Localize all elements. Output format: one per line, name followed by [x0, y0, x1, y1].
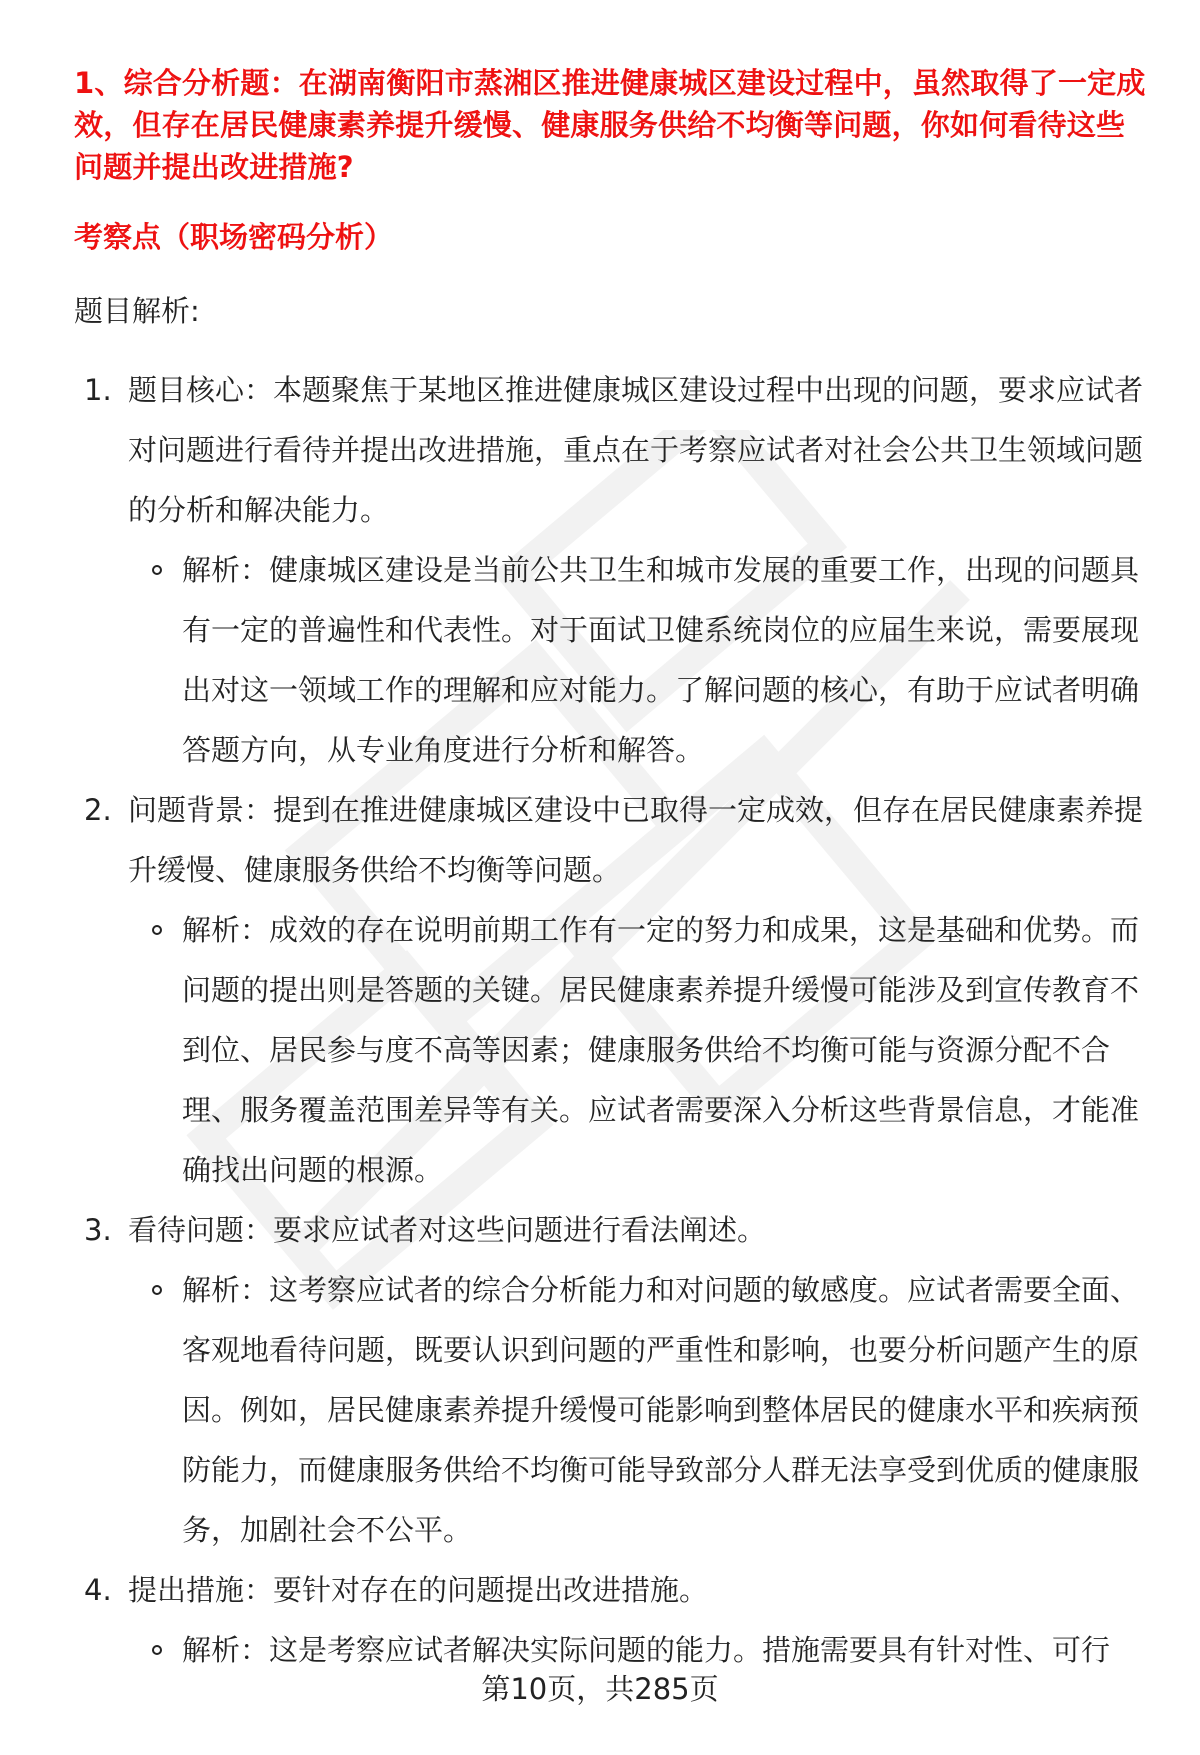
list-item-text: 问题背景：提到在推进健康城区建设中已取得一定成效，但存在居民健康素养提升缓慢、健康服务供给不均衡等问题。 [128, 793, 1144, 887]
list-item-number: 1. [84, 373, 112, 407]
list-item-text: 题目核心：本题聚焦于某地区推进健康城区建设过程中出现的问题，要求应试者对问题进行看待并提出改进措施，重点在于考察应试者对社会公共卫生领域问题的分析和解决能力。 [128, 373, 1144, 527]
analysis-label: 题目解析: [74, 294, 200, 328]
analysis-list [74, 360, 1154, 1680]
list-item-text: 提出措施：要针对存在的问题提出改进措施。 [128, 1573, 709, 1607]
circle-bullet-icon [152, 565, 162, 575]
document-content [74, 62, 1154, 1680]
circle-bullet-icon [152, 1645, 162, 1655]
sub-item [74, 1260, 1154, 1560]
question-heading: 1、综合分析题：在湖南衡阳市蒸湘区推进健康城区建设过程中，虽然取得了一定成效，但存在居民健康素养提升缓慢、健康服务供给不均衡等问题，你如何看待这些问题并提出改进措施? [74, 66, 1146, 184]
sub-item-text: 解析：这考察应试者的综合分析能力和对问题的敏感度。应试者需要全面、客观地看待问题，既要认识到问题的严重性和影响，也要分析问题产生的原因。例如，居民健康素养提升缓慢可能影响到整体居民的健康水平和疾病预防能力，而健康服务供给不均衡可能导致部分人群无法享受到优质的健康服务，加剧社会不公平。 [182, 1273, 1140, 1547]
list-item-number: 4. [84, 1573, 112, 1607]
sub-item-text: 解析：成效的存在说明前期工作有一定的努力和成果，这是基础和优势。而问题的提出则是答题的关键。居民健康素养提升缓慢可能涉及到宣传教育不到位、居民参与度不高等因素；健康服务供给不均衡可能与资源分配不合理、服务覆盖范围差异等有关。应试者需要深入分析这些背景信息，才能准确找出问题的根源。 [182, 913, 1140, 1187]
sub-item [74, 540, 1154, 780]
sub-item [74, 900, 1154, 1200]
list-item [74, 780, 1154, 900]
sub-item-text: 解析：这是考察应试者解决实际问题的能力。措施需要具有针对性、可行 [182, 1633, 1111, 1667]
list-item-number: 2. [84, 793, 112, 827]
section-title: 考察点（职场密码分析） [74, 220, 394, 254]
list-item-text: 看待问题：要求应试者对这些问题进行看法阐述。 [128, 1213, 767, 1247]
list-item [74, 1200, 1154, 1260]
list-item-number: 3. [84, 1213, 112, 1247]
list-item [74, 360, 1154, 540]
circle-bullet-icon [152, 1285, 162, 1295]
list-item [74, 1560, 1154, 1620]
page-number-footer: 第10页，共285页 [481, 1672, 719, 1706]
sub-item-text: 解析：健康城区建设是当前公共卫生和城市发展的重要工作，出现的问题具有一定的普遍性和代表性。对于面试卫健系统岗位的应届生来说，需要展现出对这一领域工作的理解和应对能力。了解问题的核心，有助于应试者明确答题方向，从专业角度进行分析和解答。 [182, 553, 1140, 767]
circle-bullet-icon [152, 925, 162, 935]
